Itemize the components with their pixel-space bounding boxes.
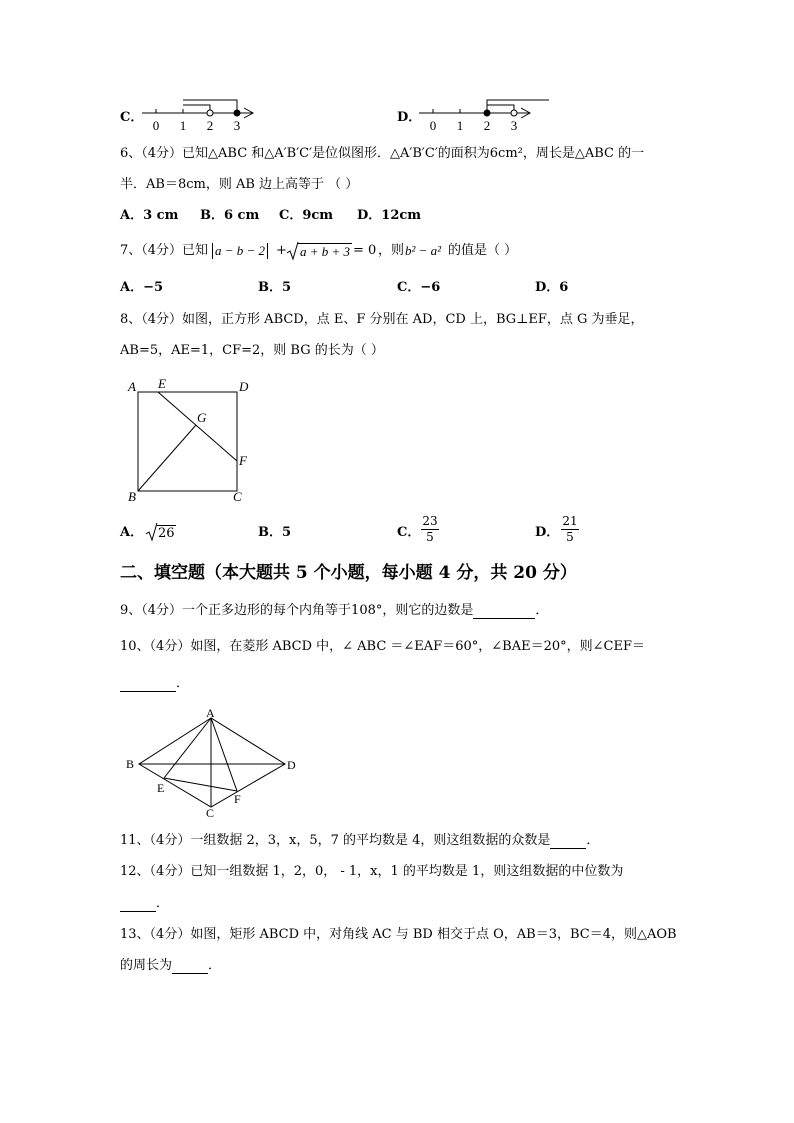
tick-0: 0 [152, 118, 160, 133]
label-d: D [239, 379, 249, 394]
q8-option-c-denominator: 5 [426, 530, 434, 544]
q11-end: ． [586, 833, 600, 848]
q8-line-2: AB=5，AE=1，CF=2，则 BG 的长为（ ） [120, 343, 384, 358]
label-g: G [197, 410, 207, 425]
label-e: E [158, 376, 166, 391]
q7-option-d: D．6 [535, 280, 569, 295]
q9-question: 9、（4分）一个正多边形的每个内角等于108°，则它的边数是 [120, 603, 474, 618]
label-e: E [157, 781, 165, 795]
label-a: A [128, 379, 136, 394]
q6-option-b: B．6 cm [200, 208, 260, 223]
q12-answer-line [120, 896, 169, 912]
q8-option-c-label: C． [397, 525, 421, 540]
q9-text [120, 603, 548, 619]
q10-end: ． [176, 676, 190, 691]
q6-line-2: 半．AB＝8cm，则 AB 边上高等于 （ ） [120, 177, 359, 192]
q7-suffix: 的值是（ ） [448, 243, 518, 258]
q10-answer-blank[interactable] [120, 691, 176, 692]
label-b: B [126, 757, 135, 771]
q12-end: ． [156, 896, 170, 911]
q6-line-1: 6、（4分）已知△ABC 和△A′B′C′是位似图形．△A′B′C′的面积为6cm²，周长是△ABC 的一 [120, 146, 645, 161]
q7-sqrt-expression: a + b + 3 [300, 244, 351, 259]
tick-2: 2 [206, 118, 214, 133]
q7-equals: = 0 [353, 243, 377, 258]
q9-end: ． [535, 603, 549, 618]
label-a: A [206, 706, 215, 720]
label-b: B [128, 489, 136, 504]
q11-question: 11、（4分）一组数据 2，3，x，5，7 的平均数是 4，则这组数据的众数是 [120, 833, 551, 848]
q7-plus: + [276, 243, 287, 258]
q13-answer-blank[interactable] [172, 973, 208, 974]
q7-middle: ，则 [378, 243, 405, 258]
q10-text: 10、（4分）如图，在菱形 ABCD 中，∠ ABC ＝∠EAF＝60°，∠BAE＝20°，则∠CEF＝ [120, 639, 645, 654]
label-c: C [206, 806, 215, 820]
q11-text [120, 833, 599, 849]
q8-option-d-denominator: 5 [566, 530, 574, 544]
section-2-title: 二、填空题（本大题共 5 个小题，每小题 4 分，共 20 分） [120, 563, 577, 583]
q6-option-c: C．9cm [279, 208, 334, 223]
q13-question: 的周长为 [120, 958, 173, 973]
q8-option-a-label: A． [120, 525, 144, 540]
q10-answer-line [120, 676, 189, 692]
q7-abs-expression: a − b − 2 [212, 243, 268, 259]
q12-text: 12、（4分）已知一组数据 1，2，0， - 1，x，1 的平均数是 1，则这组数据的中位数为 [120, 864, 624, 879]
tick-3: 3 [510, 118, 518, 133]
q8-option-b: B．5 [258, 525, 292, 540]
tick-2: 2 [483, 118, 491, 133]
q7-option-b: B．5 [258, 280, 292, 295]
q11-answer-blank[interactable] [550, 848, 586, 849]
tick-0: 0 [429, 118, 437, 133]
q8-option-d-label: D． [535, 525, 560, 540]
tick-3: 3 [233, 118, 241, 133]
q8-option-d-fraction [561, 515, 579, 544]
q6-option-a: A．3 cm [120, 208, 179, 223]
q8-option-c-numerator: 23 [422, 514, 438, 528]
q13-end: ． [208, 958, 222, 973]
q13-line-1: 13、（4分）如图，矩形 ABCD 中，对角线 AC 与 BD 相交于点 O，AB＝3，BC＝4，则△AOB [120, 927, 677, 942]
q8-option-d-numerator: 21 [562, 514, 578, 528]
q7-target-expression: b² − a² [405, 243, 442, 258]
label-f: F [234, 792, 241, 806]
q8-line-1: 8、（4分）如图，正方形 ABCD，点 E、F 分别在 AD，CD 上，BG⊥EF，点 G 为垂足， [120, 312, 644, 327]
q5-option-d-number-line [417, 96, 557, 132]
q10-rhombus-figure [124, 706, 299, 818]
q8-option-c-fraction [421, 515, 439, 544]
q8-option-a-value: 26 [158, 526, 175, 541]
q7-prefix: 7、（4分）已知 [120, 243, 209, 258]
label-d: D [287, 758, 296, 772]
label-f: F [239, 453, 247, 468]
tick-1: 1 [456, 118, 464, 133]
q5-option-c-number-line [140, 96, 265, 132]
q6-option-d: D．12cm [357, 208, 422, 223]
q5-option-d-label: D． [397, 110, 422, 125]
q8-square-figure [125, 375, 265, 505]
label-c: C [233, 489, 242, 504]
q9-answer-blank[interactable] [473, 618, 535, 619]
q5-option-c-label: C． [120, 110, 144, 125]
tick-1: 1 [179, 118, 187, 133]
q7-option-a: A．−5 [120, 280, 164, 295]
q12-answer-blank[interactable] [120, 911, 156, 912]
q7-option-c: C．−6 [397, 280, 441, 295]
q13-line-2 [120, 958, 221, 974]
